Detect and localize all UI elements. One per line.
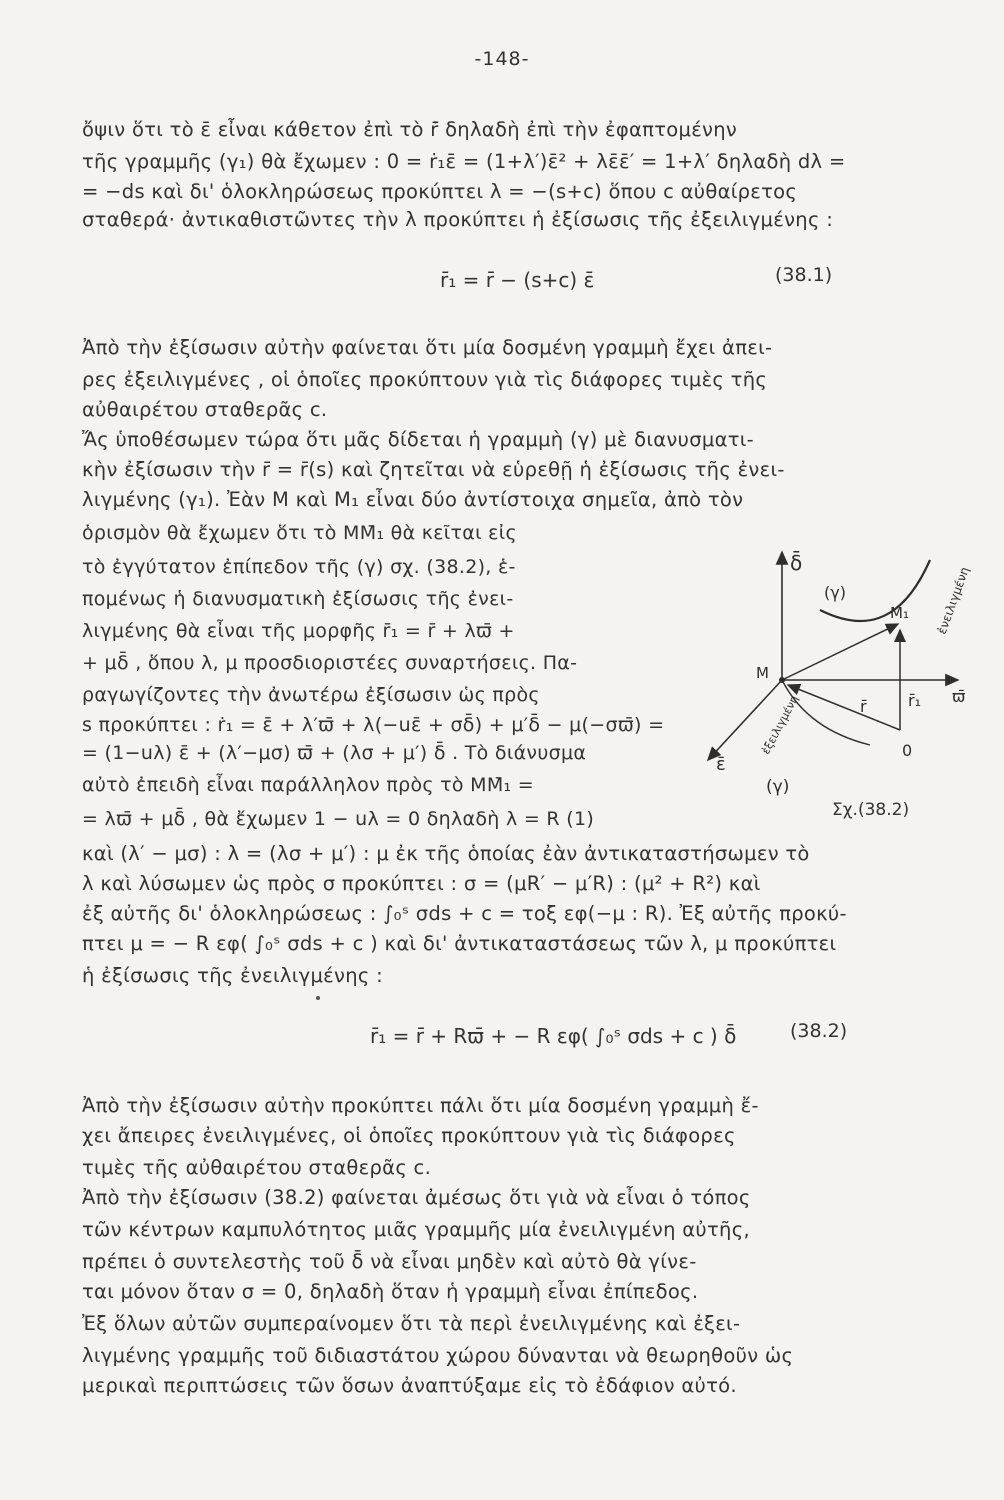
label-r1: r̄₁ xyxy=(908,691,921,710)
text-line: Ἐξ ὅλων αὐτῶν συμπεραίνομεν ὅτι τὰ περὶ ἐνειλιγμένης καὶ ἐξει- xyxy=(82,1312,741,1335)
text-line: = λϖ̄ + μδ̄ , θὰ ἔχωμεν 1 − uλ = 0 δηλαδὴ λ = R (1) xyxy=(82,808,595,830)
text-line: ὁρισμὸν θὰ ἔχωμεν ὅτι τὸ ΜΜ̄₁ θὰ κεῖται εἰς xyxy=(82,522,517,544)
label-delta: δ̄ xyxy=(790,551,803,575)
point-M xyxy=(779,677,785,683)
vector-MM1 xyxy=(782,624,898,680)
text-line: Ἀπὸ τὴν ἐξίσωσιν αὐτὴν προκύπτει πάλι ὅτι μία δοσμένη γραμμὴ ἔ- xyxy=(82,1094,759,1117)
text-line: αὐθαιρέτου σταθερᾶς c. xyxy=(82,398,328,421)
text-line: ρες ἐξειλιγμένες , οἱ ὁποῖες προκύπτουν γιὰ τὶς διάφορες τιμὲς τῆς xyxy=(82,368,768,391)
text-line: αὐτὸ ἐπειδὴ εἶναι παράλληλον πρὸς τὸ ΜΜ̄₁ = xyxy=(82,774,535,796)
figure-38-2 xyxy=(690,530,980,830)
text-line: Ἀπὸ τὴν ἐξίσωσιν αὐτὴν φαίνεται ὅτι μία δοσμένη γραμμὴ ἔχει ἀπει- xyxy=(82,336,773,359)
label-involute: ἐνειλιγμένη xyxy=(934,565,972,637)
label-omega: ϖ̄ xyxy=(952,687,966,706)
text-line: ραγωγίζοντες τὴν ἀνωτέρω ἐξίσωσιν ὡς πρὸς xyxy=(82,684,540,706)
equation-38-2: r̄₁ = r̄ + Rϖ̄ + − R εφ( ∫₀ˢ σds + c ) δ̄ xyxy=(370,1024,737,1048)
text-line: σταθερά· ἀντικαθιστῶντες τὴν λ προκύπτει ἡ ἐξίσωσις τῆς ἐξειλιγμένης : xyxy=(82,208,834,231)
vector-r xyxy=(788,685,900,730)
text-line: λιγμένης γραμμῆς τοῦ διδιαστάτου χώρου δύνανται νὰ θεωρηθοῦν ὡς xyxy=(82,1344,794,1367)
label-epsilon: ε̄ xyxy=(716,754,726,775)
page-number: -148- xyxy=(474,48,530,70)
text-line: πομένως ἡ διανυσματικὴ ἐξίσωσις τῆς ἐνει- xyxy=(82,588,514,610)
figure-diagram xyxy=(690,530,980,830)
label-O: 0 xyxy=(902,741,913,760)
text-line: ἐξ αὐτῆς δι' ὁλοκληρώσεως : ∫₀ˢ σds + c = τοξ εφ(−μ : R). Ἐξ αὐτῆς προκύ- xyxy=(82,902,847,925)
text-line: + μδ̄ , ὅπου λ, μ προσδιοριστέες συναρτήσεις. Πα- xyxy=(82,652,578,674)
text-line: τὸ ἐγγύτατον ἐπίπεδον τῆς (γ) σχ. (38.2), ἑ- xyxy=(82,556,516,578)
equation-38-1: r̄₁ = r̄ − (s+c) ε̄ xyxy=(440,268,595,292)
text-line: χει ἄπειρες ἐνειλιγμένες, οἱ ὁποῖες προκύπτουν γιὰ τὶς διάφορες xyxy=(82,1124,736,1147)
text-line: πτει μ = − R εφ( ∫₀ˢ σds + c ) καὶ δι' ἀντικαταστάσεως τῶν λ, μ προκύπτει xyxy=(82,932,837,955)
text-line: μερικαὶ περιπτώσεις τῶν ὅσων ἀναπτύξαμε εἰς τὸ ἐδάφιον αὐτό. xyxy=(82,1374,737,1397)
label-M: Μ xyxy=(756,664,769,682)
equation-number: (38.1) xyxy=(775,264,833,286)
text-line: Ἄς ὑποθέσωμεν τώρα ὅτι μᾶς δίδεται ἡ γραμμὴ (γ) μὲ διανυσματι- xyxy=(82,428,755,451)
text-line: λ καὶ λύσωμεν ὡς πρὸς σ προκύπτει : σ = (μR′ − μ′R) : (μ² + R²) καὶ xyxy=(82,872,761,895)
text-line: καὶ (λ′ − μσ) : λ = (λσ + μ′) : μ ἐκ τῆς ὁποίας ἐὰν ἀντικαταστήσωμεν τὸ xyxy=(82,842,810,865)
text-line: πρέπει ὁ συντελεστὴς τοῦ δ̄ νὰ εἶναι μηδὲν καὶ αὐτὸ θὰ γίνε- xyxy=(82,1250,697,1273)
text-line: ἡ ἐξίσωσις τῆς ἐνειλιγμένης : xyxy=(82,964,383,987)
text-line: λιγμένης θὰ εἶναι τῆς μορφῆς r̄₁ = r̄ + λϖ̄ + xyxy=(82,620,515,642)
text-line: τιμὲς τῆς αὐθαιρέτου σταθερᾶς c. xyxy=(82,1156,432,1179)
label-r: r̄ xyxy=(860,697,867,716)
text-line: τῶν κέντρων καμπυλότητος μιᾶς γραμμῆς μία ἐνειλιγμένη αὐτῆς, xyxy=(82,1218,750,1241)
text-line: κὴν ἐξίσωσιν τὴν r̄ = r̄(s) καὶ ζητεῖται νὰ εὑρεθῇ ἡ ἐξίσωσις τῆς ἐνει- xyxy=(82,458,785,481)
text-line: = (1−uλ) ε̄ + (λ′−μσ) ϖ̄ + (λσ + μ′) δ̄ . Τὸ διάνυσμα xyxy=(82,742,587,764)
label-evolute: ἐξειλιγμένη xyxy=(759,693,801,757)
text-line: ὄψιν ὅτι τὸ ε̄ εἶναι κάθετον ἐπὶ τὸ r̄̇ δηλαδὴ ἐπὶ τὴν ἐφαπτομένην xyxy=(82,118,738,141)
equation-number: (38.2) xyxy=(790,1020,848,1042)
ink-dot xyxy=(316,996,320,1000)
text-line: ται μόνον ὅταν σ = 0, δηλαδὴ ὅταν ἡ γραμμὴ εἶναι ἐπίπεδος. xyxy=(82,1280,699,1303)
label-M1: Μ₁ xyxy=(890,604,909,622)
text-line: λιγμένης (γ₁). Ἐὰν Μ καὶ Μ₁ εἶναι δύο ἀντίστοιχα σημεῖα, ἀπὸ τὸν xyxy=(82,488,744,511)
text-line: s προκύπτει : ṙ₁ = ε̄ + λ′ϖ̄ + λ(−uε̄ + σδ̄) + μ′δ̄ − μ(−σϖ̄) = xyxy=(82,714,665,736)
text-line: = −ds καὶ δι' ὁλοκληρώσεως προκύπτει λ = −(s+c) ὅπου c αὐθαίρετος xyxy=(82,180,798,203)
text-line: τῆς γραμμῆς (γ₁) θὰ ἔχωμεν : 0 = ṙ₁ε̄ = (1+λ′)ε̄² + λε̄ε̄′ = 1+λ′ δηλαδὴ dλ = xyxy=(82,150,846,173)
label-gamma-bottom: (γ) xyxy=(766,777,790,797)
text-line: Ἀπὸ τὴν ἐξίσωσιν (38.2) φαίνεται ἀμέσως ὅτι γιὰ νὰ εἶναι ὁ τόπος xyxy=(82,1186,751,1209)
label-gamma-top: (γ) xyxy=(824,583,846,602)
figure-caption: Σχ.(38.2) xyxy=(832,800,910,820)
